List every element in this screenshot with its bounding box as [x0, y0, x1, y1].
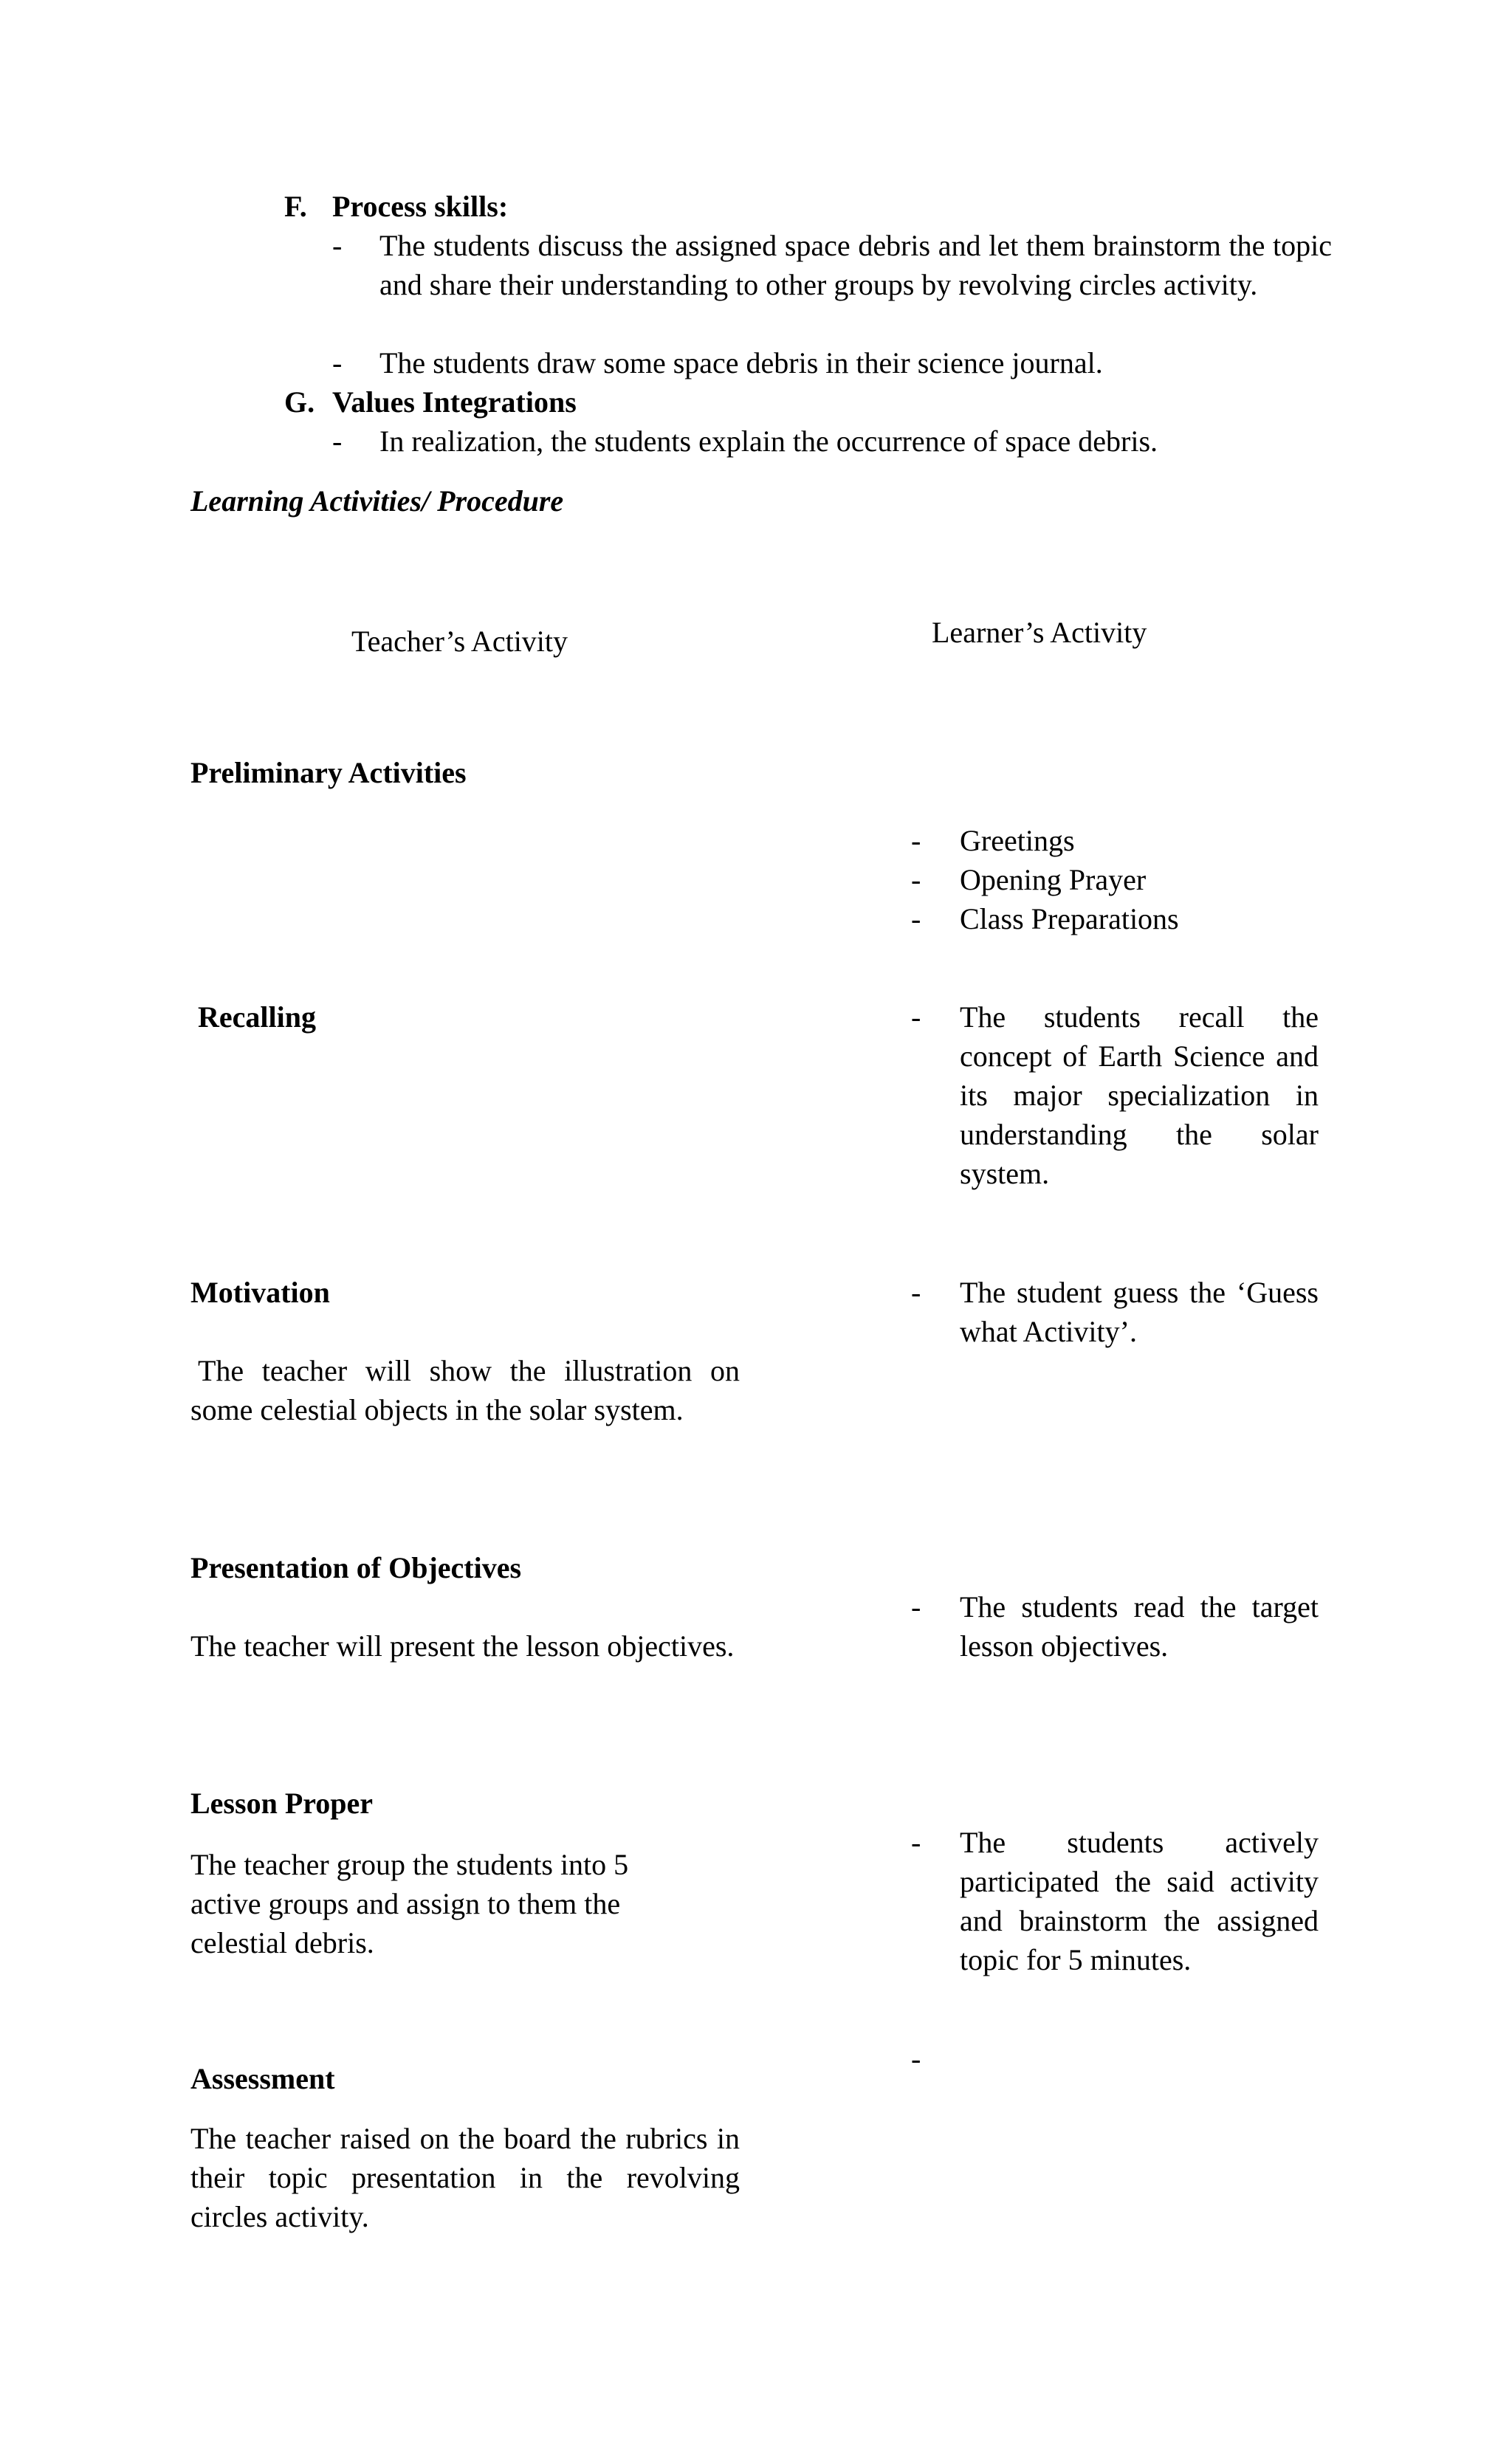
bullet-dash: -	[332, 425, 343, 458]
preliminary-title: Preliminary Activities	[190, 756, 467, 789]
recalling-learner-text: The students recall the concept of Earth Science and its major specialization in understanding the solar system.	[960, 1000, 1319, 1190]
procedure-heading: Learning Activities/ Procedure	[190, 484, 564, 518]
lesson-proper-teacher-text: The teacher group the students into 5 active groups and assign to them the celestial debris.	[190, 1848, 629, 1959]
preliminary-item: Greetings	[960, 824, 1075, 857]
assessment-title: Assessment	[190, 2062, 335, 2095]
preliminary-item: Class Preparations	[960, 902, 1179, 935]
bullet-dash: -	[911, 1276, 921, 1309]
lesson-proper-learner-text: The students actively participated the said activity and brainstorm the assigned topic for 5 minutes.	[960, 1826, 1319, 1976]
objectives-teacher-text: The teacher will present the lesson objectives.	[190, 1629, 735, 1663]
values-item: In realization, the students explain the occurrence of space debris.	[379, 425, 1158, 458]
teacher-column-header: Teacher’s Activity	[351, 625, 568, 658]
preliminary-item: Opening Prayer	[960, 863, 1147, 896]
bullet-dash: -	[911, 2042, 921, 2075]
process-skill-item: The students draw some space debris in their science journal.	[379, 346, 1103, 379]
bullet-dash: -	[332, 346, 343, 379]
bullet-dash: -	[911, 1590, 921, 1623]
learner-column-header: Learner’s Activity	[932, 616, 1147, 649]
process-skill-item: The students discuss the assigned space debris and let them brainstorm the topic and share their understanding to other groups by revolving circles activity.	[379, 229, 1332, 301]
section-f-letter: F.	[284, 190, 307, 223]
motivation-learner-text: The student guess the ‘Guess what Activity’.	[960, 1276, 1319, 1348]
lesson-proper-title: Lesson Proper	[190, 1787, 374, 1820]
motivation-teacher-text: The teacher will show the illustration on some celestial objects in the solar system.	[190, 1354, 740, 1426]
section-g-letter: G.	[284, 385, 315, 419]
bullet-dash: -	[911, 902, 921, 935]
objectives-learner-text: The students read the target lesson objectives.	[960, 1590, 1319, 1663]
section-f-title: Process skills:	[332, 190, 509, 223]
section-g-title: Values Integrations	[332, 385, 577, 419]
motivation-title: Motivation	[190, 1276, 330, 1309]
bullet-dash: -	[911, 1000, 921, 1034]
objectives-title: Presentation of Objectives	[190, 1551, 522, 1584]
recalling-title: Recalling	[198, 1000, 316, 1034]
bullet-dash: -	[911, 1826, 921, 1859]
assessment-teacher-text: The teacher raised on the board the rubrics in their topic presentation in the revolving circles activity.	[190, 2122, 740, 2233]
bullet-dash: -	[911, 863, 921, 896]
bullet-dash: -	[911, 824, 921, 857]
bullet-dash: -	[332, 229, 343, 262]
